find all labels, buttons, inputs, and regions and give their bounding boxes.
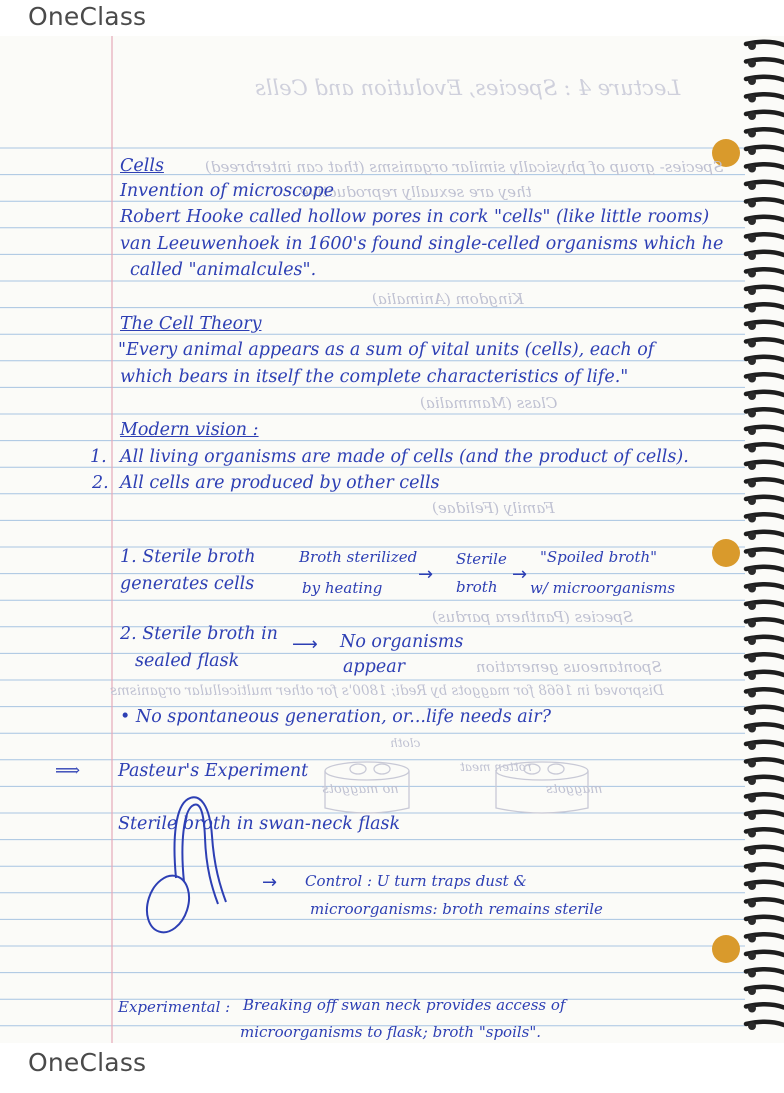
exp1-label-2: generates cells [120,574,255,594]
bleed-through-line: cloth [390,736,421,750]
bleed-through-jars [0,36,784,1043]
bleed-through-line: they are sexually reproductive [300,183,532,201]
bleed-through-line: Class (Mammalia) [420,394,558,412]
notebook-page [0,36,784,1043]
bleed-through-line: Family (Felidae) [432,499,555,517]
cells-heading: Cells [120,156,164,176]
exp2-label-1: 2. Sterile broth in [120,624,278,644]
pasteur-heading: Pasteur's Experiment [118,761,309,781]
experimental-note-1: Breaking off swan neck provides access of [243,996,566,1014]
exp2-label-2: sealed flask [135,651,240,671]
bleed-through-line: Kingdom (Animalia) [372,290,524,308]
modern-number-2: 2. [92,473,109,493]
modern-point-2: All cells are produced by other cells [120,473,440,493]
double-arrow-icon: ⟹ [55,761,81,781]
bleed-through-line: Spontaneous generation [476,658,662,676]
bleed-through-line: rotten meat [460,760,532,774]
exp1-sterile-1: Sterile [456,550,507,568]
exp1-sterilized-1: Broth sterilized [299,548,418,566]
exp2-result-2: appear [343,657,405,677]
oneclass-logo-top: OneClass [28,2,147,31]
note-leeuwenhoek-1: van Leeuwenhoek in 1600's found single-celled organisms which he [120,234,724,254]
note-leeuwenhoek-2: called "animalcules". [130,260,317,280]
exp2-result-1: No organisms [340,632,464,652]
swan-neck-note: Sterile broth in swan-neck flask [118,814,401,834]
cell-theory-heading: The Cell Theory [120,314,262,334]
bleed-through-title: Lecture 4 : Species, Evolution and Cells [255,76,681,100]
bleed-through-line: no maggots [322,782,399,797]
arrow-icon: → [262,872,278,893]
bleed-through-line: Disproved in 1668 for maggots by Redi; 1800's for other multicellular organisms [110,683,664,699]
modern-point-1: All living organisms are made of cells (and the product of cells). [120,447,689,467]
note-hooke: Robert Hooke called hollow pores in cork "cells" (like little rooms) [120,207,710,227]
cell-theory-quote-2: which bears in itself the complete characteristics of life." [120,367,629,387]
exp1-spoiled-1: "Spoiled broth" [540,548,658,566]
control-note-1: Control : U turn traps dust & [305,872,527,890]
experimental-note-2: microorganisms to flask; broth "spoils". [240,1023,542,1041]
cell-theory-quote-1: "Every animal appears as a sum of vital units (cells), each of [118,340,655,360]
bleed-through-line: Species (Panthera pardus) [432,608,634,626]
arrow-icon: ⟶ [292,634,318,655]
exp1-spoiled-2: w/ microorganisms [530,579,676,597]
exp1-label-1: 1. Sterile broth [120,547,256,567]
oneclass-logo-bottom: OneClass [28,1048,147,1077]
spontaneous-question: • No spontaneous generation, or...life needs air? [120,707,552,727]
exp1-sterilized-2: by heating [302,579,383,597]
bleed-through-line: Species- group of physically similar organisms (that can interbreed) [205,158,724,176]
modern-vision-heading: Modern vision : [120,420,259,440]
exp1-sterile-2: broth [456,578,498,596]
bleed-through-line: maggots [546,782,603,797]
control-note-2: microorganisms: broth remains sterile [310,900,603,918]
modern-number-1: 1. [90,447,107,467]
note-invention: Invention of microscope [120,181,335,201]
arrow-icon: → [418,564,434,585]
experimental-label: Experimental : [118,998,231,1016]
arrow-icon: → [512,564,528,585]
